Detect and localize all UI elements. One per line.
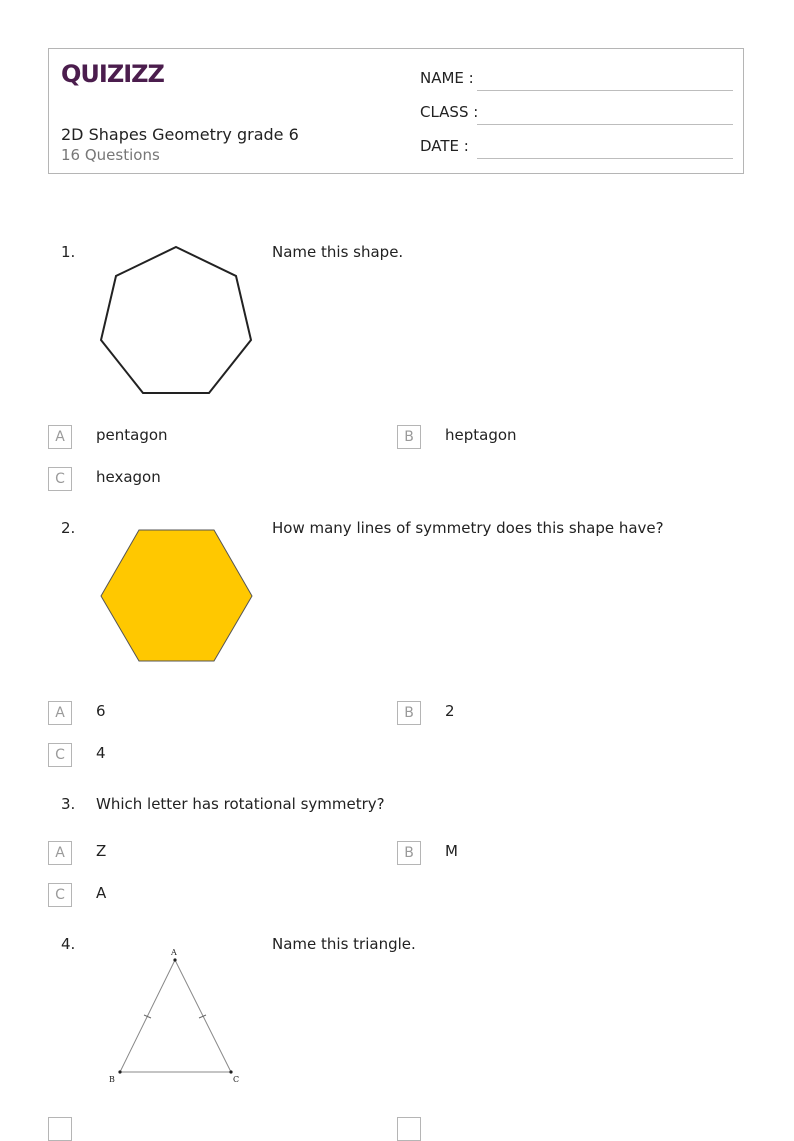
option-letter-box: C (48, 883, 72, 907)
question-1-number: 1. (61, 243, 76, 261)
heptagon-figure (98, 244, 254, 396)
option-text: A (96, 884, 107, 902)
option-letter-box: B (397, 701, 421, 725)
date-field[interactable] (420, 137, 733, 159)
option-text: 4 (96, 744, 106, 762)
option-letter-box (48, 1117, 72, 1141)
question-2-text: How many lines of symmetry does this shape have? (272, 519, 664, 537)
option-text: pentagon (96, 426, 168, 444)
option-text: M (445, 842, 458, 860)
hexagon-figure (98, 526, 256, 665)
vertex-label-a: A (171, 948, 177, 957)
option-letter-box: B (397, 425, 421, 449)
question-4-text: Name this triangle. (272, 935, 416, 953)
date-line[interactable] (477, 158, 733, 159)
option-text: 6 (96, 702, 106, 720)
name-field[interactable] (420, 69, 733, 91)
class-field[interactable] (420, 103, 733, 125)
logo-text: QUIZIZZ (61, 60, 164, 88)
class-label: CLASS : (420, 103, 479, 121)
option-letter-box: C (48, 743, 72, 767)
isosceles-triangle-figure (104, 944, 246, 1088)
option-letter-box: A (48, 701, 72, 725)
option-text: hexagon (96, 468, 161, 486)
question-1-text: Name this shape. (272, 243, 404, 261)
name-label: NAME : (420, 69, 474, 87)
vertex-label-b: B (109, 1075, 115, 1084)
option-letter-box: B (397, 841, 421, 865)
question-3-number: 3. (61, 795, 76, 813)
name-line[interactable] (477, 90, 733, 91)
worksheet-header (48, 48, 744, 174)
question-count: 16 Questions (61, 146, 160, 164)
option-text: Z (96, 842, 107, 860)
option-text: heptagon (445, 426, 517, 444)
class-line[interactable] (477, 124, 733, 125)
option-text: 2 (445, 702, 455, 720)
worksheet-title: 2D Shapes Geometry grade 6 (61, 125, 299, 144)
question-4-number: 4. (61, 935, 76, 953)
option-letter-box: C (48, 467, 72, 491)
question-2-number: 2. (61, 519, 76, 537)
quizizz-logo (61, 59, 164, 89)
date-label: DATE : (420, 137, 469, 155)
question-3-text: Which letter has rotational symmetry? (96, 795, 385, 813)
option-letter-box: A (48, 841, 72, 865)
option-letter-box: A (48, 425, 72, 449)
option-letter-box (397, 1117, 421, 1141)
vertex-label-c: C (233, 1075, 240, 1084)
